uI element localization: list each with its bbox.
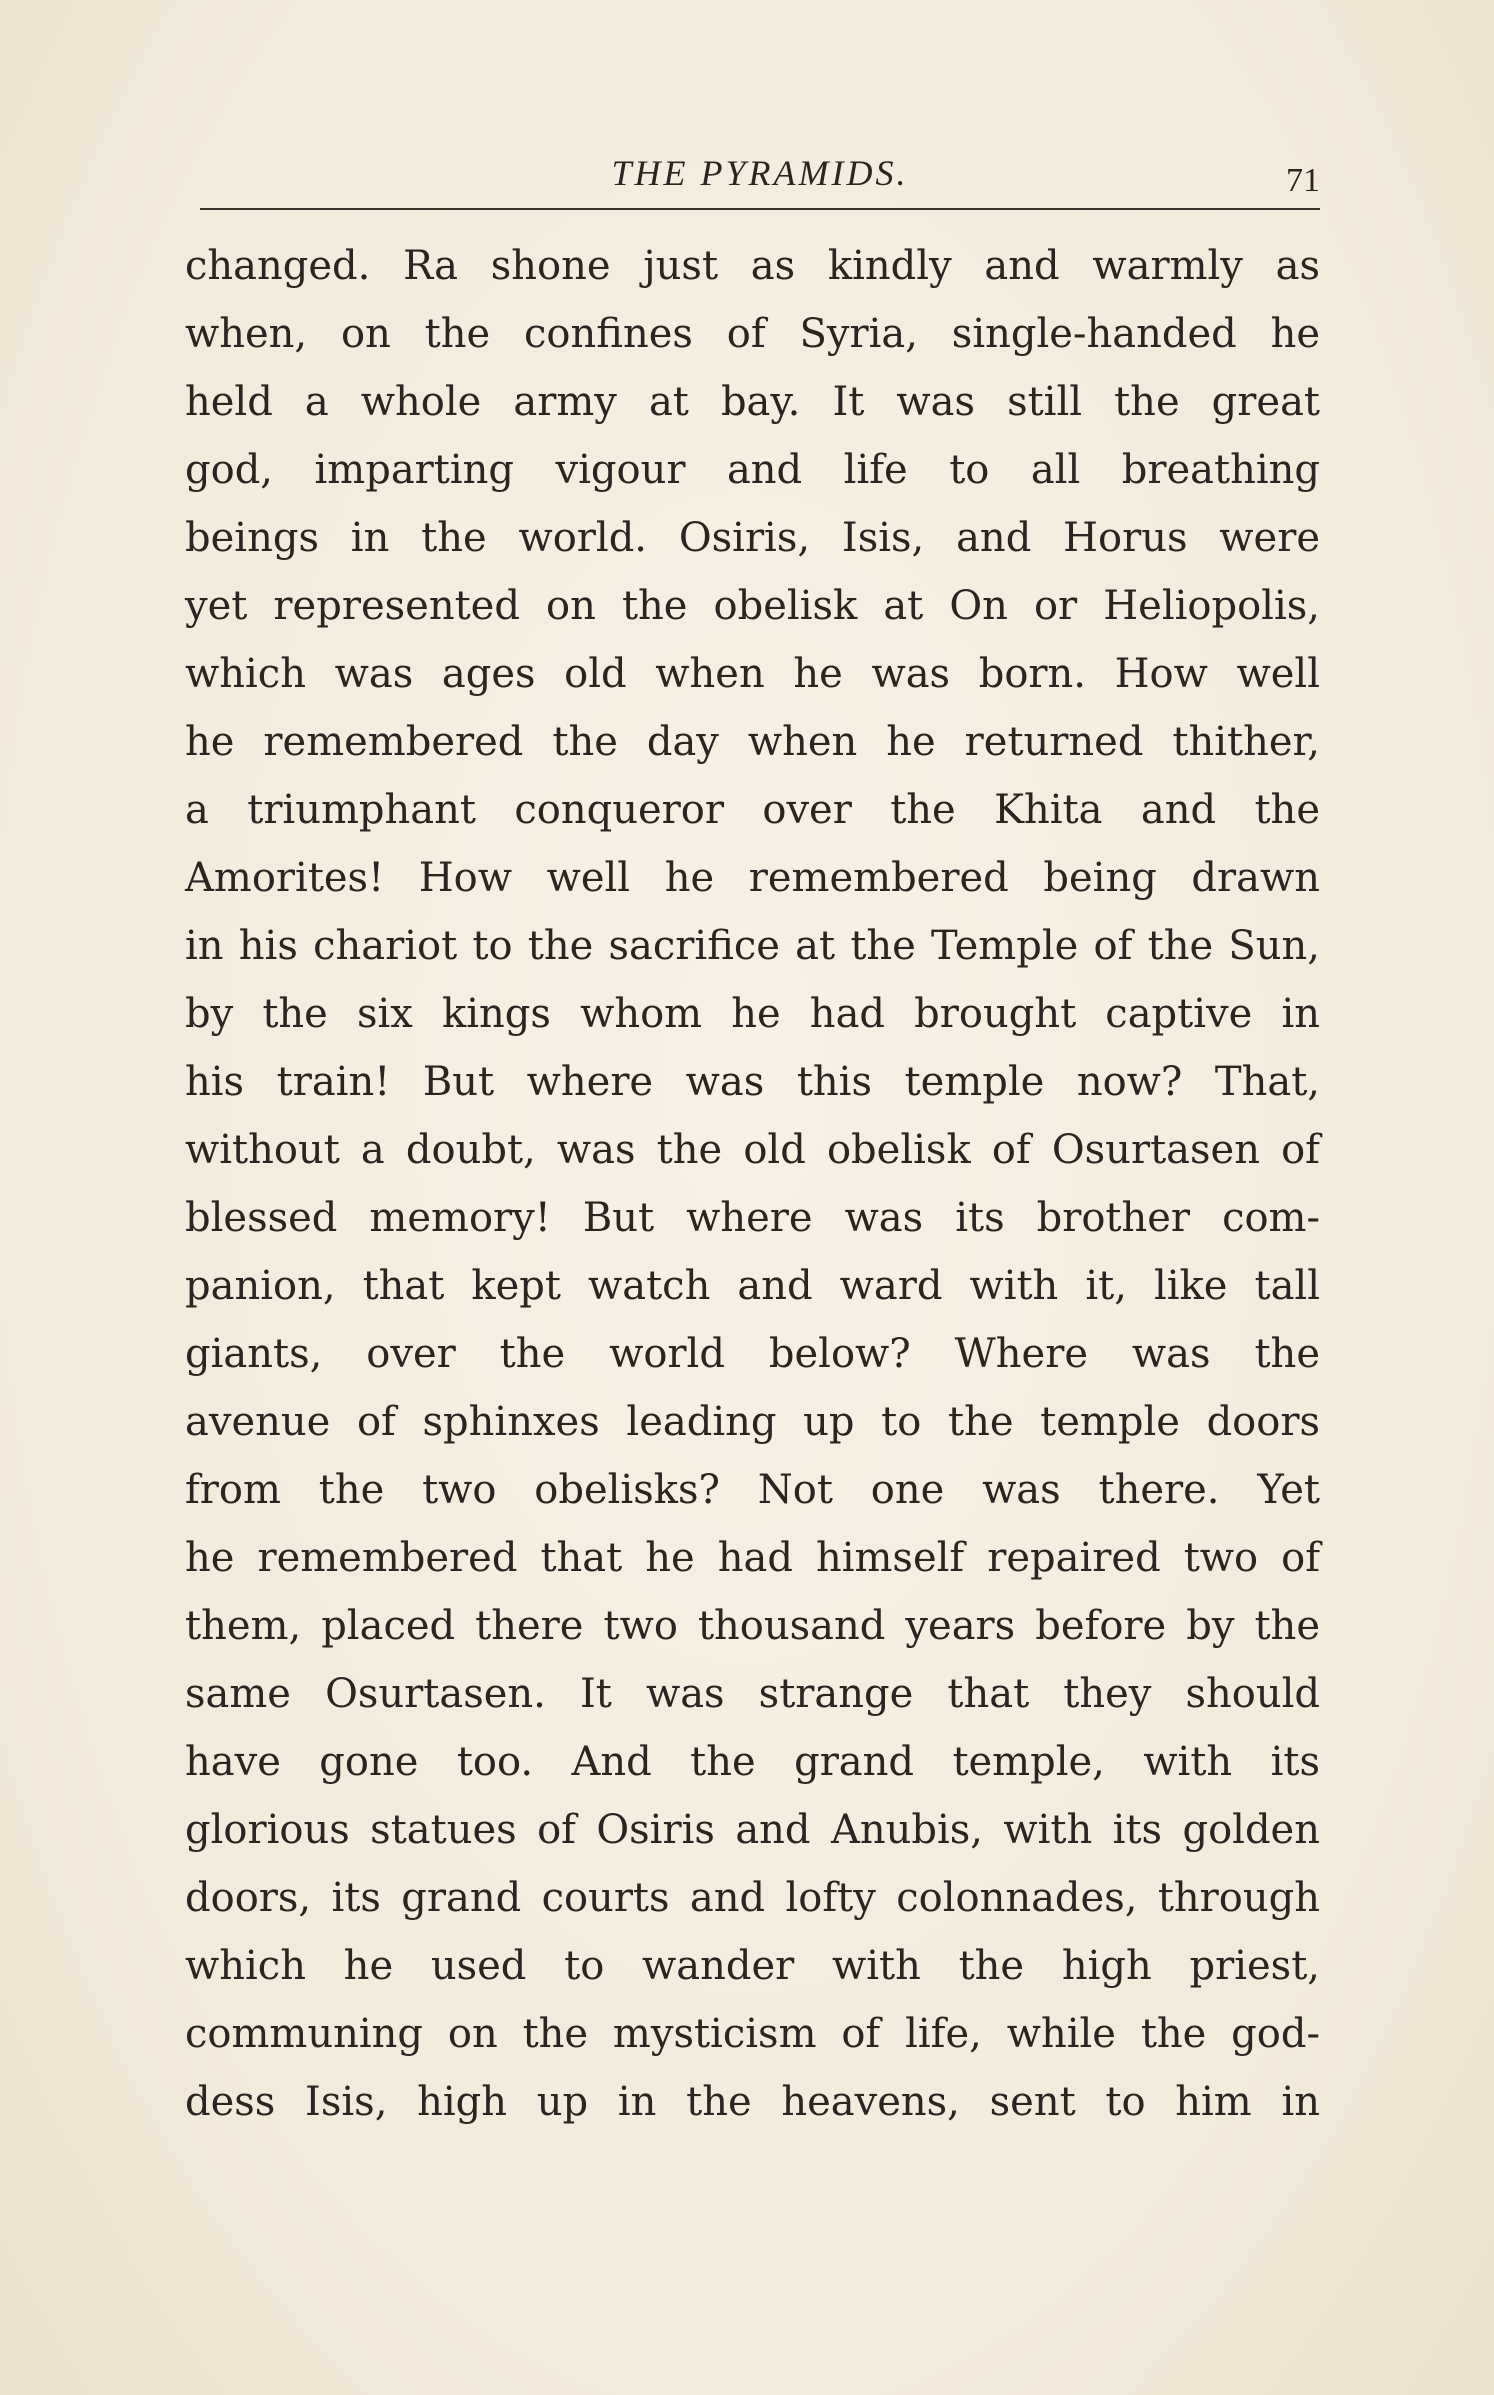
text-line: beings in the world. Osiris, Isis, and Horus were (185, 515, 1320, 561)
text-line: from the two obelisks? Not one was there. Yet (185, 1467, 1320, 1513)
text-line: which he used to wander with the high priest, (185, 1943, 1320, 1989)
text-line: a triumphant conqueror over the Khita and the (185, 787, 1320, 833)
text-line: glorious statues of Osiris and Anubis, with its golden (185, 1807, 1320, 1853)
header-rule (200, 208, 1320, 210)
page-number: 71 (1286, 162, 1320, 199)
text-line: god, imparting vigour and life to all breathing (185, 447, 1320, 493)
text-line: blessed memory! But where was its brother com- (185, 1195, 1320, 1241)
text-line: giants, over the world below? Where was the (185, 1331, 1320, 1377)
text-line: yet represented on the obelisk at On or Heliopolis, (185, 583, 1320, 629)
text-line: same Osurtasen. It was strange that they should (185, 1671, 1320, 1717)
text-line: avenue of sphinxes leading up to the temple doors (185, 1399, 1320, 1445)
text-line: without a doubt, was the old obelisk of Osurtasen of (185, 1127, 1320, 1173)
text-line: have gone too. And the grand temple, with its (185, 1739, 1320, 1785)
text-line: changed. Ra shone just as kindly and warmly as (185, 243, 1320, 289)
text-line: his train! But where was this temple now? That, (185, 1059, 1320, 1105)
text-line: panion, that kept watch and ward with it, like tall (185, 1263, 1320, 1309)
text-line: communing on the mysticism of life, while the god- (185, 2011, 1320, 2057)
text-line: which was ages old when he was born. How well (185, 651, 1320, 697)
text-line: he remembered the day when he returned thither, (185, 719, 1320, 765)
text-line: them, placed there two thousand years before by the (185, 1603, 1320, 1649)
text-line: held a whole army at bay. It was still the great (185, 379, 1320, 425)
page-header (200, 140, 1320, 210)
text-line: by the six kings whom he had brought captive in (185, 991, 1320, 1037)
text-line: Amorites! How well he remembered being drawn (185, 855, 1320, 901)
text-line: in his chariot to the sacrifice at the Temple of the Sun, (185, 923, 1320, 969)
body-text (185, 232, 1320, 2136)
text-line: doors, its grand courts and lofty colonnades, through (185, 1875, 1320, 1921)
text-line: dess Isis, high up in the heavens, sent to him in (185, 2079, 1320, 2125)
text-line: when, on the confines of Syria, single-handed he (185, 311, 1320, 357)
text-line: he remembered that he had himself repaired two of (185, 1535, 1320, 1581)
running-title: THE PYRAMIDS. (611, 153, 909, 193)
